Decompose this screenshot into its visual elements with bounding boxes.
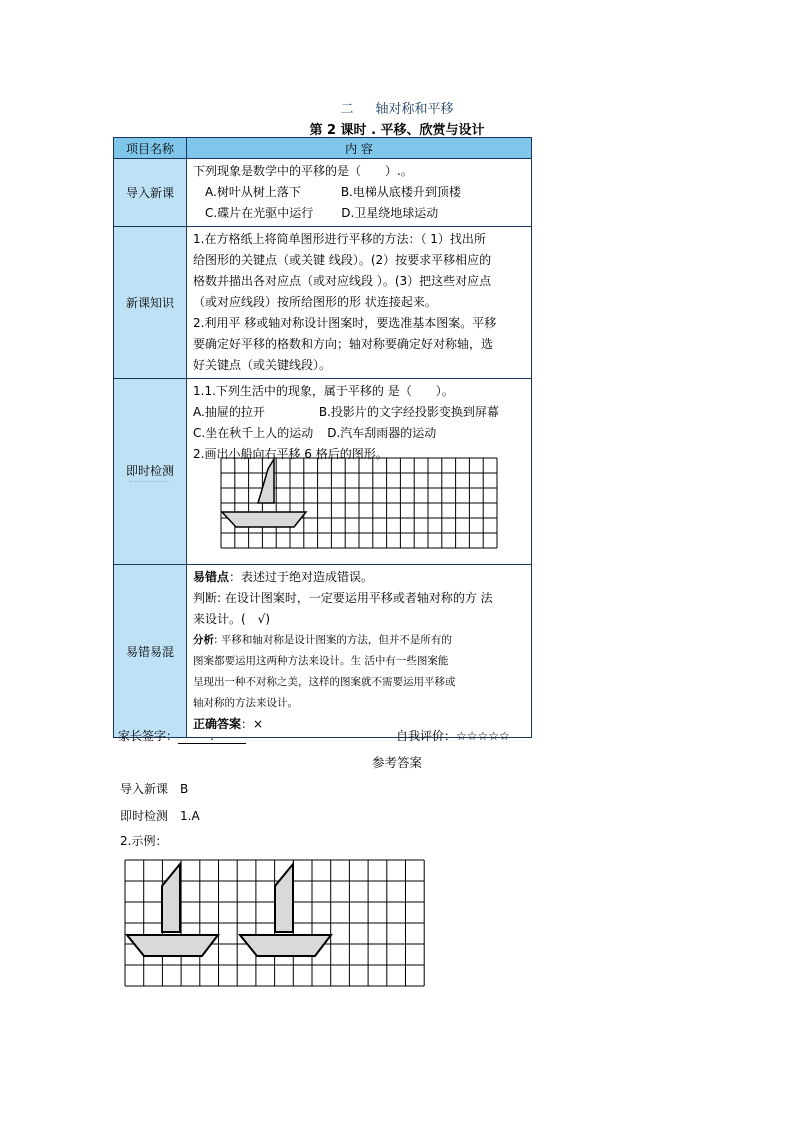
answers-heading: 参考答案 bbox=[371, 755, 422, 770]
table-row-intro bbox=[114, 159, 532, 227]
answer-test: 即时检测 1.A bbox=[120, 809, 200, 823]
boat-sail-translated bbox=[275, 864, 293, 932]
test-label-text: 即时检测 bbox=[125, 463, 174, 478]
test-question-1: 1.1.下列生活中的现象，属于平移的 是（ ）。 bbox=[193, 384, 454, 398]
intro-options-cd bbox=[193, 203, 525, 224]
intro-option-c: C.碟片在光驱中运行 bbox=[205, 206, 314, 220]
knowledge-line: 1.在方格纸上将简单图形进行平移的方法：（ 1）找出所 bbox=[193, 232, 486, 246]
knowledge-line: 要确定好平移的格数和方向；轴对称要确定好对称轴，选 bbox=[193, 337, 494, 351]
test-option-c: C.坐在秋千上人的运动 bbox=[193, 426, 314, 440]
mistake-point-text: ：表述过于绝对造成错误。 bbox=[229, 570, 374, 584]
boat-grid-question bbox=[220, 457, 498, 550]
parent-sign-label: 家长签字： bbox=[118, 729, 179, 743]
self-evaluation: 自我评价：☆☆☆☆☆ bbox=[396, 729, 510, 743]
mistake-analysis-line: 呈现出一种不对称之美，这样的图案就不需要运用平移或 bbox=[193, 676, 456, 688]
unit-name: 轴对称和平移 bbox=[375, 102, 454, 117]
row-content-intro bbox=[187, 159, 532, 227]
mistake-point-label: 易错点 bbox=[193, 570, 230, 584]
boat-sail-original bbox=[162, 864, 180, 932]
unit-number: 二 bbox=[340, 102, 354, 117]
boat-hull-original bbox=[127, 935, 218, 956]
mistake-point bbox=[193, 567, 525, 588]
test-question-2: 2.画出小船向右平移 6 格后的图形。 bbox=[193, 447, 388, 461]
intro-question: 下列现象是数学中的平移的是（ ）.。 bbox=[193, 164, 413, 178]
intro-option-d: D.卫星绕地球运动 bbox=[341, 206, 439, 220]
test-option-a: A.抽屉的拉开 bbox=[193, 405, 265, 419]
answer-example: 2.示例： bbox=[120, 834, 168, 848]
mistake-analysis-line: 轴对称的方法来设计。 bbox=[193, 697, 298, 709]
row-label-mistake: 易错易混 bbox=[114, 565, 187, 738]
boat-grid-answer bbox=[124, 858, 426, 988]
mistake-analysis-line: 图案都要运用这两种方法来设计。生 活中有一些图案能 bbox=[193, 655, 449, 667]
intro-option-a: A.树叶从树上落下 bbox=[205, 185, 301, 199]
header-label: 项目名称 bbox=[114, 138, 187, 159]
knowledge-line: （或对应线段）按所给图形的形 状连接起来。 bbox=[193, 295, 437, 309]
mistake-judge-line: 判断: 在设计图案时，一定要运用平移或者轴对称的方 法 bbox=[193, 591, 493, 605]
knowledge-line: 格数并描出各对应点（或对应线段 ）。(3）把这些对应点 bbox=[193, 274, 492, 288]
row-label-intro: 导入新课 bbox=[114, 159, 187, 227]
boat-sail bbox=[258, 459, 274, 503]
answer-intro: 导入新课 B bbox=[120, 782, 189, 796]
analysis-label: 分析 bbox=[193, 634, 214, 646]
table-header-row bbox=[114, 138, 532, 159]
table-row-knowledge bbox=[114, 227, 532, 379]
row-content-knowledge bbox=[187, 227, 532, 379]
sign-line[interactable]: . bbox=[178, 729, 246, 744]
intro-option-b: B.电梯从底楼升到顶楼 bbox=[340, 185, 461, 199]
answer-label: 正确答案 bbox=[193, 717, 242, 731]
test-options-ab bbox=[193, 402, 525, 423]
unit-title bbox=[0, 98, 794, 117]
test-option-b: B.投影片的文字经投影变换到屏幕 bbox=[318, 405, 499, 419]
test-options-cd bbox=[193, 423, 525, 444]
table-row-mistake bbox=[114, 565, 532, 738]
decorative-dash bbox=[130, 481, 170, 482]
answer-text: ：× bbox=[241, 717, 264, 731]
test-option-d: D.汽车刮雨器的运动 bbox=[327, 426, 437, 440]
knowledge-line: 给图形的关键点（或关键 线段）。(2）按要求平移相应的 bbox=[193, 253, 492, 267]
analysis-text: : 平移和轴对称是设计图案的方法，但并不是所有的 bbox=[214, 634, 452, 646]
mistake-analysis-line bbox=[193, 630, 525, 651]
boat-hull bbox=[222, 512, 306, 527]
mistake-judge-line: 来设计。( √) bbox=[193, 612, 271, 626]
knowledge-line: 2.利用平 移或轴对称设计图案时，要选准基本图案。平移 bbox=[193, 316, 497, 330]
lesson-title: 第 2 课时 . 平移、欣赏与设计 bbox=[309, 123, 485, 138]
boat-hull-translated bbox=[240, 935, 331, 956]
intro-options-ab bbox=[193, 182, 525, 203]
parent-sign bbox=[118, 727, 246, 744]
row-content-mistake bbox=[187, 565, 532, 738]
knowledge-line: 好关键点（或关键线段）。 bbox=[193, 358, 332, 372]
row-label-test bbox=[114, 379, 187, 565]
lesson-table bbox=[113, 137, 532, 738]
row-label-knowledge: 新课知识 bbox=[114, 227, 187, 379]
header-content: 内 容 bbox=[187, 138, 532, 159]
